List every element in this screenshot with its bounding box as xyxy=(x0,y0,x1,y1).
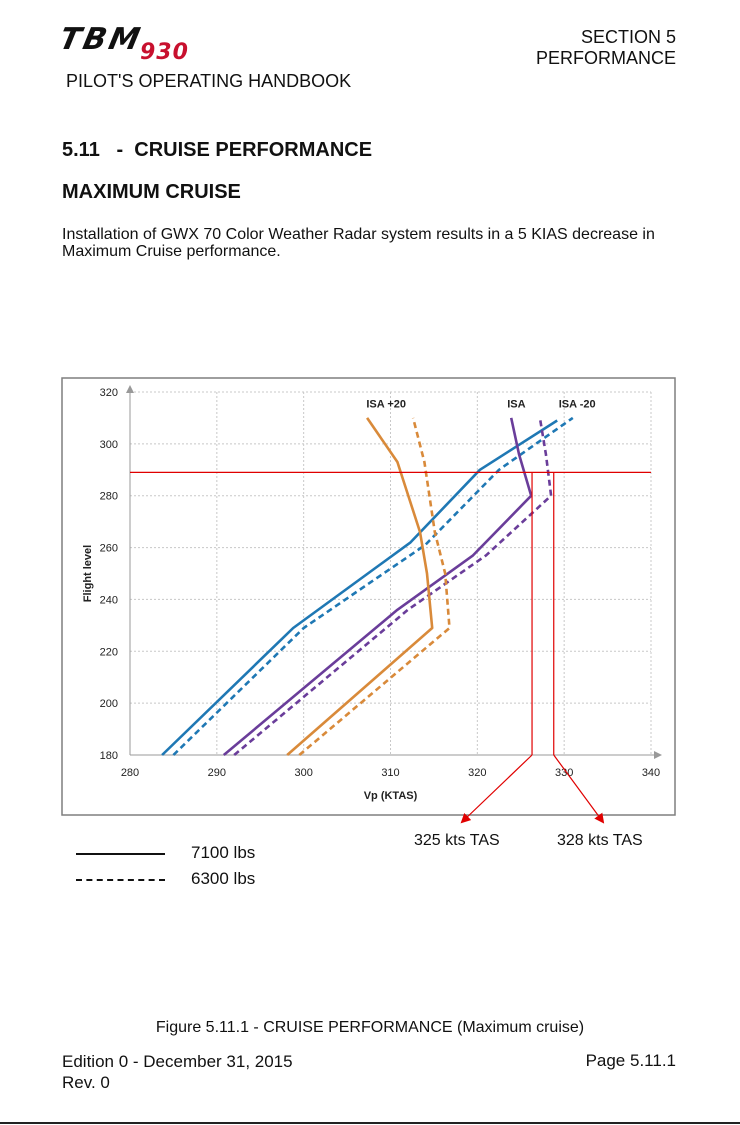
annotation-328-tas: 328 kts TAS xyxy=(557,832,643,849)
series-label: ISA xyxy=(507,398,526,411)
x-tick-label: 300 xyxy=(294,767,313,779)
y-axis-title: Flight level xyxy=(82,544,94,603)
legend-dashed-line xyxy=(76,879,165,881)
legend-dashed-label: 6300 lbs xyxy=(191,869,256,888)
section-number: SECTION 5 xyxy=(580,27,676,47)
annotation-325-tas: 325 kts TAS xyxy=(414,832,500,849)
revision: Rev. 0 xyxy=(62,1073,110,1092)
y-tick-label: 280 xyxy=(99,490,118,503)
y-tick-label: 220 xyxy=(99,646,118,659)
y-tick-label: 300 xyxy=(99,438,118,451)
intro-paragraph: Installation of GWX 70 Color Weather Radar system results in a 5 KIAS decrease in Maximum Cruise performance. xyxy=(62,226,655,260)
x-tick-label: 320 xyxy=(468,767,487,779)
handbook-title: PILOT'S OPERATING HANDBOOK xyxy=(66,71,352,91)
x-axis-title: Vp (KTAS) xyxy=(363,790,418,802)
tbm-logo-model: 930 xyxy=(140,40,189,65)
edition-date: Edition 0 - December 31, 2015 xyxy=(62,1052,293,1071)
footer-edition xyxy=(62,1051,293,1093)
bottom-rule xyxy=(0,1122,740,1124)
legend-solid-label: 7100 lbs xyxy=(191,843,256,862)
page-number: Page 5.11.1 xyxy=(585,1051,676,1070)
series-label: ISA +20 xyxy=(366,398,406,411)
y-tick-label: 260 xyxy=(99,542,118,555)
x-tick-label: 340 xyxy=(641,767,661,779)
figure-caption: Figure 5.11.1 - CRUISE PERFORMANCE (Maximum cruise) xyxy=(155,1019,585,1036)
y-tick-label: 320 xyxy=(99,387,118,399)
x-tick-label: 310 xyxy=(381,767,400,779)
section-name: PERFORMANCE xyxy=(535,48,676,68)
x-tick-label: 280 xyxy=(120,767,140,779)
legend-solid-line xyxy=(76,853,165,855)
page-title: 5.11 - CRUISE PERFORMANCE xyxy=(62,139,373,161)
subheading: MAXIMUM CRUISE xyxy=(62,181,241,203)
tbm-logo: TBM xyxy=(56,22,146,57)
y-tick-label: 200 xyxy=(99,698,118,711)
x-tick-label: 290 xyxy=(207,767,227,779)
x-tick-label: 330 xyxy=(554,767,574,779)
y-tick-label: 240 xyxy=(99,594,118,607)
series-label: ISA -20 xyxy=(558,398,596,411)
y-tick-label: 180 xyxy=(99,750,118,762)
